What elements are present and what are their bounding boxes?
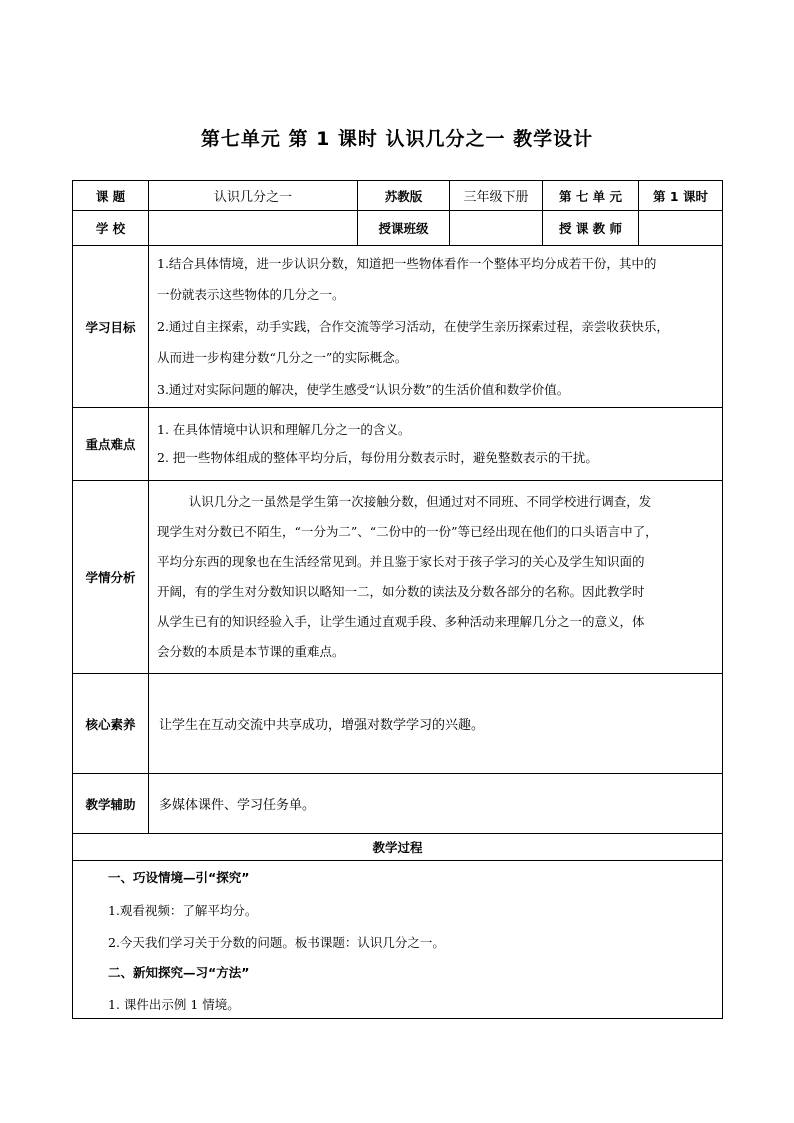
goals-label: 学习目标 [73, 246, 149, 408]
process-item: 1. 课件出示例 1 情境。 [108, 997, 240, 1012]
analysis-line: 会分数的本质是本节课的重难点。 [157, 644, 345, 659]
unit: 第 七 单 元 [543, 181, 639, 211]
aids-label: 教学辅助 [73, 774, 149, 834]
analysis-line: 开阔，有的学生对分数知识以略知一二，如分数的读法及分数各部分的名称。因此教学时 [157, 584, 645, 599]
row-process [73, 861, 723, 1019]
goals-line: 一份就表示这些物体的几分之一。 [157, 287, 345, 303]
key-line: 2. 把一些物体组成的整体平均分后，每份用分数表示时，避免整数表示的干扰。 [157, 450, 598, 465]
analysis-line: 从学生已有的知识经验入手，让学生通过直观手段、多种活动来理解几分之一的意义，体 [157, 614, 645, 629]
key-line: 1. 在具体情境中认识和理解几分之一的含义。 [157, 422, 411, 437]
row-topic [73, 181, 723, 211]
school-value[interactable] [149, 211, 358, 246]
analysis-label: 学情分析 [73, 481, 149, 674]
analysis-line: 现学生对分数已不陌生，“一分为二”、“二份中的一份”等已经出现在他们的口头语言中了， [157, 524, 658, 539]
topic-value: 认识几分之一 [149, 181, 358, 211]
core-label: 核心素养 [73, 674, 149, 774]
teacher-label: 授 课 教 师 [543, 211, 639, 246]
process-item: 2.今天我们学习关于分数的问题。板书课题：认识几分之一。 [108, 935, 445, 950]
lesson-number: 第 1 课时 [639, 181, 723, 211]
row-process-header [73, 834, 723, 861]
row-key-points [73, 408, 723, 481]
publisher: 苏教版 [358, 181, 450, 211]
process-item: 二、新知探究—习“方法” [108, 965, 250, 980]
teacher-value[interactable] [639, 211, 723, 246]
school-label: 学 校 [73, 211, 149, 246]
row-school [73, 211, 723, 246]
lesson-plan-table [72, 180, 723, 1019]
goals-line: 1.结合具体情境，进一步认识分数，知道把一些物体看作一个整体平均分成若干份，其中的 [157, 255, 657, 271]
goals-line: 3.通过对实际问题的解决，使学生感受“认识分数”的生活价值和数学价值。 [157, 381, 570, 397]
row-aids [73, 774, 723, 834]
class-value[interactable] [450, 211, 543, 246]
topic-label: 课 题 [73, 181, 149, 211]
key-content [149, 408, 723, 481]
goals-line: 从而进一步构建分数“几分之一”的实际概念。 [157, 350, 408, 366]
aids-value: 多媒体课件、学习任务单。 [149, 774, 723, 834]
analysis-line: 认识几分之一虽然是学生第一次接触分数，但通过对不同班、不同学校进行调查，发 [157, 494, 652, 509]
goals-content [149, 246, 723, 408]
analysis-line: 平均分东西的现象也在生活经常见到。并且鉴于家长对于孩子学习的关心及学生知识面的 [157, 554, 645, 569]
analysis-content [149, 481, 723, 674]
core-value: 让学生在互动交流中共享成功，增强对数学学习的兴趣。 [149, 674, 723, 774]
row-core [73, 674, 723, 774]
grade: 三年级下册 [450, 181, 543, 211]
process-item: 一、巧设情境—引“探究” [108, 870, 250, 885]
process-content [73, 861, 723, 1019]
process-item: 1.观看视频：了解平均分。 [108, 903, 258, 918]
goals-line: 2.通过自主探索，动手实践，合作交流等学习活动，在使学生亲历探索过程，亲尝收获快乐， [157, 318, 669, 334]
row-analysis [73, 481, 723, 674]
process-header: 教学过程 [73, 834, 723, 861]
page-title: 第七单元 第 1 课时 认识几分之一 教学设计 [200, 128, 594, 150]
class-label: 授课班级 [358, 211, 450, 246]
row-goals [73, 246, 723, 408]
key-label: 重点难点 [73, 408, 149, 481]
